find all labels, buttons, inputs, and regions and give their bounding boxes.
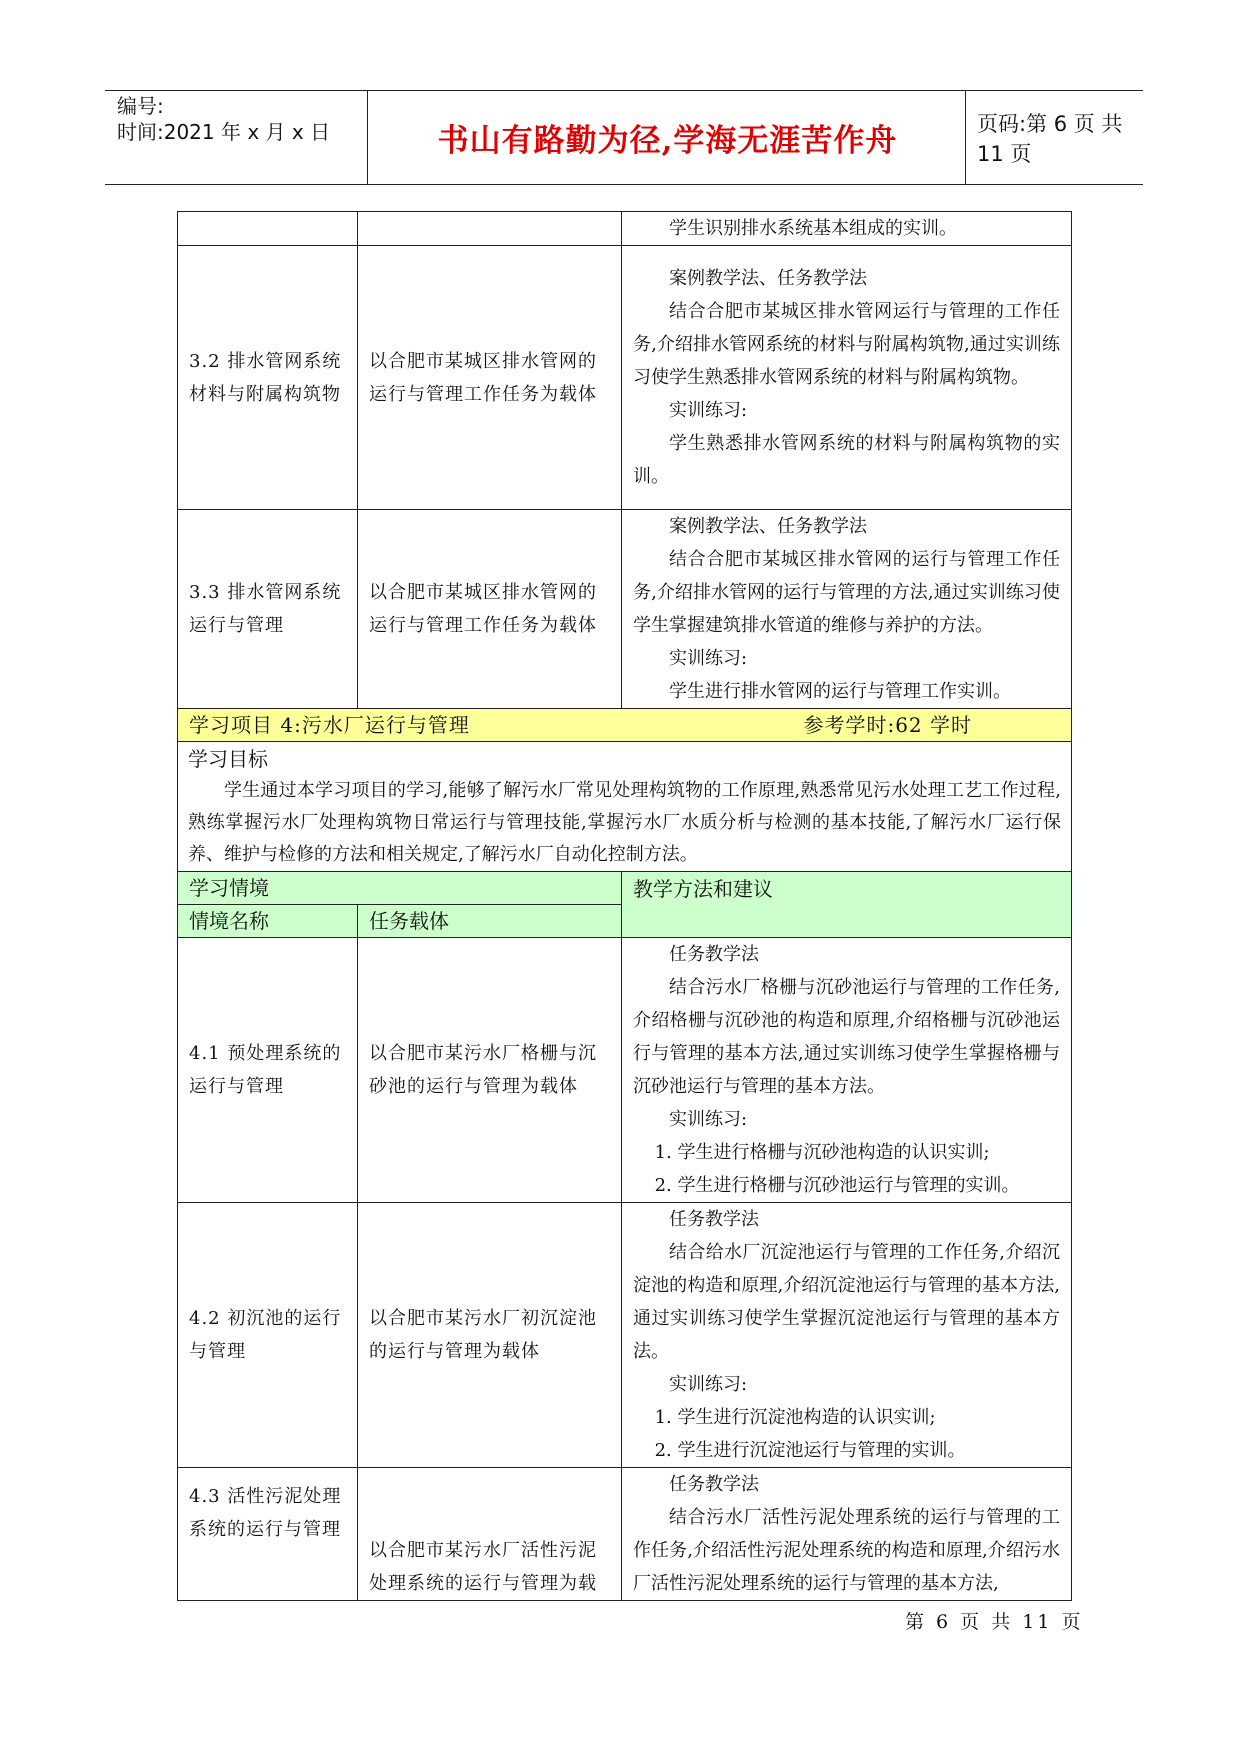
curriculum-table: [177, 211, 1072, 1601]
task-carrier-cell: [358, 212, 622, 246]
method-line: 2. 学生进行沉淀池运行与管理的实训。: [654, 1440, 966, 1461]
method-cell: [622, 1203, 1072, 1468]
table-row: [178, 1203, 1072, 1468]
method-line: 任务教学法: [669, 1474, 759, 1495]
method-line: 2. 学生进行格栅与沉砂池运行与管理的实训。: [654, 1175, 1020, 1196]
method-line: 案例教学法、任务教学法: [669, 516, 867, 537]
method-line: 实训练习:: [669, 648, 748, 669]
task-carrier-cell: 以合肥市某城区排水管网的运行与管理工作任务为载体: [358, 246, 622, 510]
task-carrier-cell: 以合肥市某污水厂初沉淀池的运行与管理为载体: [358, 1203, 622, 1468]
method-line: 1. 学生进行格栅与沉砂池构造的认识实训;: [654, 1142, 990, 1163]
page-header: [105, 90, 1143, 185]
method-cell: [622, 246, 1072, 510]
header-method: 教学方法和建议: [622, 872, 1072, 938]
project-title-cell: [178, 709, 1072, 742]
goal-title: 学习目标: [188, 746, 268, 771]
method-line: 任务教学法: [669, 1209, 759, 1230]
table-row: [178, 938, 1072, 1203]
method-line: 1. 学生进行沉淀池构造的认识实训;: [654, 1407, 936, 1428]
method-line: 学生进行排水管网的运行与管理工作实训。: [669, 681, 1011, 702]
situation-name-cell: 4.2 初沉池的运行与管理: [178, 1203, 358, 1468]
project-title: 学习项目 4:污水厂运行与管理: [189, 713, 470, 737]
method-cell: [622, 1468, 1072, 1601]
table-row: [178, 246, 1072, 510]
method-line: 学生识别排水系统基本组成的实训。: [669, 218, 957, 239]
method-line: 结合给水厂沉淀池运行与管理的工作任务,介绍沉淀池的构造和原理,介绍沉淀池运行与管理的基本方法,通过实训练习使学生掌握沉淀池运行与管理的基本方法。: [633, 1242, 1060, 1362]
table-row: [178, 510, 1072, 709]
method-line: 实训练习:: [669, 1109, 748, 1130]
method-line: 学生熟悉排水管网系统的材料与附属构筑物的实训。: [633, 433, 1060, 487]
method-line: 结合污水厂活性污泥处理系统的运行与管理的工作任务,介绍活性污泥处理系统的构造和原理,介绍污水厂活性污泥处理系统的运行与管理的基本方法,: [633, 1507, 1060, 1594]
header-situation-name: 情境名称: [178, 905, 358, 938]
method-line: 任务教学法: [669, 944, 759, 965]
task-carrier-cell: 以合肥市某污水厂活性污泥处理系统的运行与管理为载: [358, 1468, 622, 1601]
table-row: [178, 212, 1072, 246]
method-line: 实训练习:: [669, 400, 748, 421]
task-carrier-cell: 以合肥市某污水厂格栅与沉砂池的运行与管理为载体: [358, 938, 622, 1203]
time-label: 时间:2021 年 x 月 x 日: [117, 120, 331, 144]
table-row: [178, 1468, 1072, 1601]
header-divider: [367, 91, 368, 184]
method-line: 实训练习:: [669, 1374, 748, 1395]
method-cell: [622, 510, 1072, 709]
situation-name-cell: 3.2 排水管网系统材料与附属构筑物: [178, 246, 358, 510]
method-cell: [622, 212, 1072, 246]
header-meta: [117, 91, 372, 184]
situation-name-cell: [178, 212, 358, 246]
table-header-row: [178, 872, 1072, 905]
page-footer: 第 6 页 共 11 页: [905, 1611, 1084, 1633]
goal-row: [178, 742, 1072, 872]
header-task-carrier: 任务载体: [358, 905, 622, 938]
method-line: 案例教学法、任务教学法: [669, 268, 867, 289]
project-row: [178, 709, 1072, 742]
header-situation: 学习情境: [178, 872, 622, 905]
task-carrier-cell: 以合肥市某城区排水管网的运行与管理工作任务为载体: [358, 510, 622, 709]
method-cell: [622, 938, 1072, 1203]
method-line: 结合污水厂格栅与沉砂池运行与管理的工作任务,介绍格栅与沉砂池的构造和原理,介绍格栅与沉砂池运行与管理的基本方法,通过实训练习使学生掌握格栅与沉砂池运行与管理的基本方法。: [633, 977, 1060, 1097]
situation-name-cell: 4.1 预处理系统的运行与管理: [178, 938, 358, 1203]
number-label: 编号:: [117, 94, 164, 118]
situation-name-cell: 4.3 活性污泥处理系统的运行与管理: [178, 1468, 358, 1601]
situation-name-cell: 3.3 排水管网系统运行与管理: [178, 510, 358, 709]
method-line: 结合合肥市某城区排水管网的运行与管理工作任务,介绍排水管网的运行与管理的方法,通过实训练习使学生掌握建筑排水管道的维修与养护的方法。: [633, 549, 1060, 636]
goal-cell: [178, 742, 1072, 872]
header-page-label: 页码:第 6 页 共 11 页: [977, 111, 1123, 166]
project-hours: 参考学时:62 学时: [803, 713, 972, 737]
goal-text: 学生通过本学习项目的学习,能够了解污水厂常见处理构筑物的工作原理,熟悉常见污水处理工艺工作过程,熟练掌握污水厂处理构筑物日常运行与管理技能,掌握污水厂水质分析与检测的基本技能,了解污水厂运行保养、维护与检修的方法和相关规定,了解污水厂自动化控制方法。: [188, 779, 1061, 865]
header-motto: 书山有路勤为径,学海无涯苦作舟: [437, 123, 898, 159]
method-line: 结合合肥市某城区排水管网运行与管理的工作任务,介绍排水管网系统的材料与附属构筑物,通过实训练习使学生熟悉排水管网系统的材料与附属构筑物。: [633, 301, 1060, 388]
header-divider: [965, 91, 966, 184]
